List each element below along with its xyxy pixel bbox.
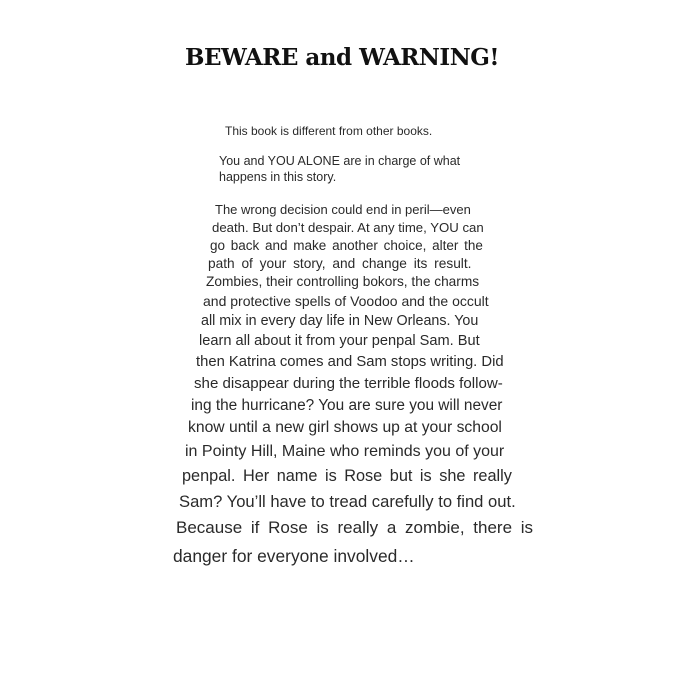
body-line: The wrong decision could end in peril—even [215, 202, 471, 217]
body-line: and protective spells of Voodoo and the occult [203, 293, 489, 309]
body-line: all mix in every day life in New Orleans. You [201, 313, 479, 329]
body-line: know until a new girl shows up at your school [188, 419, 502, 436]
body-line: Zombies, their controlling bokors, the charms [206, 274, 480, 289]
intro-line: This book is different from other books. [225, 124, 433, 138]
body-line: ing the hurricane? You are sure you will never [191, 397, 503, 414]
body-line: Sam? You’ll have to tread carefully to find out. [179, 492, 516, 511]
body-line: Because if Rose is really a zombie, there is [176, 518, 534, 537]
body-line: penpal. Her name is Rose but is she really [182, 467, 512, 485]
body-line: death. But don’t despair. At any time, YOU can [212, 220, 484, 235]
body-line: she disappear during the terrible floods follow- [194, 375, 503, 392]
body-line: then Katrina comes and Sam stops writing. Did [196, 354, 504, 370]
body-line: in Pointy Hill, Maine who reminds you of your [185, 443, 505, 460]
page-title: BEWARE and WARNING! [185, 44, 499, 71]
body-line: danger for everyone involved… [173, 546, 415, 566]
body-line: learn all about it from your penpal Sam. But [199, 333, 480, 349]
intro-paragraph-line: happens in this story. [219, 170, 337, 184]
body-line: path of your story, and change its result. [208, 256, 472, 271]
body-line: go back and make another choice, alter the [210, 238, 483, 253]
intro-paragraph-line: You and YOU ALONE are in charge of what [219, 154, 461, 168]
